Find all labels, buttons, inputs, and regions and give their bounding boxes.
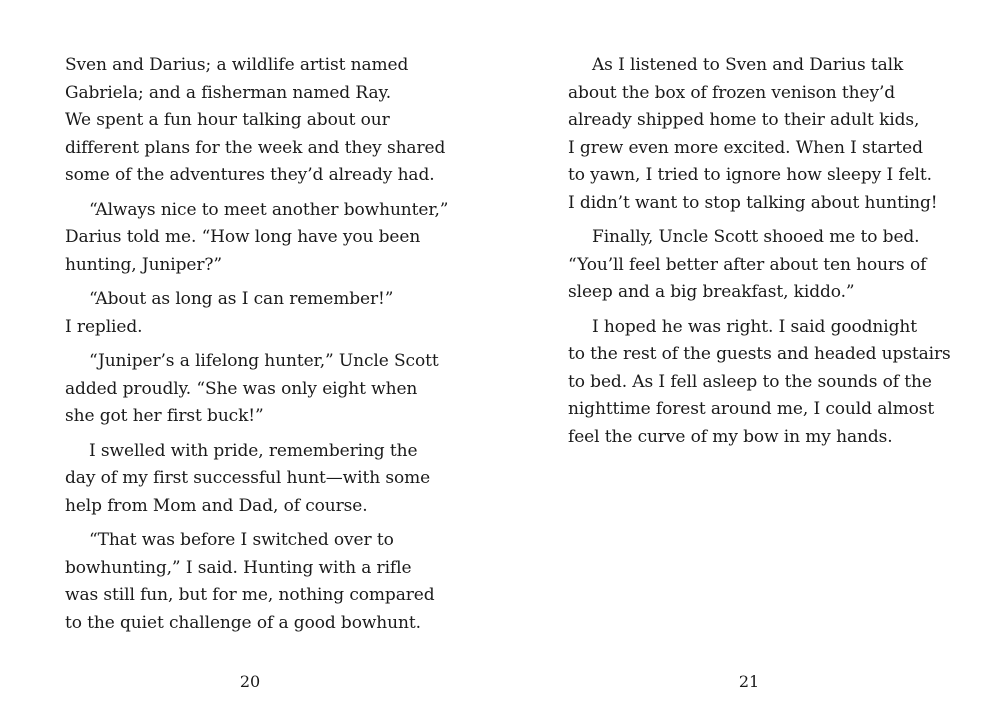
- text-line: was still fun, but for me, nothing compared: [65, 585, 435, 605]
- right-page-text: [568, 52, 963, 451]
- text-line: Gabriela; and a fisherman named Ray.: [65, 82, 392, 103]
- text-line: “About as long as I can remember!”: [89, 289, 394, 309]
- left-page: [0, 52, 470, 714]
- text-line: I didn’t want to stop talking about hunting!: [568, 192, 938, 213]
- text-line: help from Mom and Dad, of course.: [65, 495, 368, 516]
- text-line: to the quiet challenge of a good bowhunt.: [65, 612, 421, 633]
- text-line: to the rest of the guests and headed upstairs: [568, 344, 951, 364]
- text-line: Sven and Darius; a wildlife artist named: [65, 55, 409, 75]
- text-line: I swelled with pride, remembering the: [89, 440, 418, 461]
- text-line: some of the adventures they’d already had.: [65, 165, 435, 185]
- text-line: added proudly. “She was only eight when: [65, 378, 418, 399]
- text-line: We spent a fun hour talking about our: [65, 110, 390, 130]
- text-line: Darius told me. “How long have you been: [65, 227, 421, 247]
- text-line: “You’ll feel better after about ten hours of: [568, 254, 927, 275]
- text-line: “Juniper’s a lifelong hunter,” Uncle Scott: [89, 351, 439, 371]
- text-line: bowhunting,” I said. Hunting with a rifle: [65, 557, 412, 578]
- text-line: “That was before I switched over to: [89, 530, 394, 550]
- text-line: sleep and a big breakfast, kiddo.”: [568, 282, 855, 302]
- text-line: I grew even more excited. When I started: [568, 137, 923, 158]
- text-line: As I listened to Sven and Darius talk: [592, 55, 904, 75]
- text-line: Finally, Uncle Scott shooed me to bed.: [592, 227, 920, 247]
- text-line: to bed. As I fell asleep to the sounds of the: [568, 371, 932, 392]
- text-line: nighttime forest around me, I could almost: [568, 399, 935, 419]
- text-line: I hoped he was right. I said goodnight: [592, 316, 917, 337]
- page-number: 21: [738, 672, 760, 691]
- text-line: “Always nice to meet another bowhunter,”: [89, 199, 449, 220]
- text-line: feel the curve of my bow in my hands.: [568, 426, 893, 447]
- text-line: different plans for the week and they shared: [65, 137, 446, 158]
- text-line: I replied.: [65, 316, 143, 337]
- right-page: [500, 52, 970, 714]
- text-line: day of my first successful hunt—with some: [65, 468, 431, 488]
- text-line: already shipped home to their adult kids,: [568, 110, 920, 130]
- left-page-text: [65, 52, 460, 637]
- page-number: 20: [239, 672, 261, 691]
- text-line: hunting, Juniper?”: [65, 254, 222, 275]
- text-line: she got her first buck!”: [65, 406, 264, 426]
- text-line: to yawn, I tried to ignore how sleepy I felt.: [568, 165, 932, 185]
- text-line: about the box of frozen venison they’d: [568, 82, 896, 103]
